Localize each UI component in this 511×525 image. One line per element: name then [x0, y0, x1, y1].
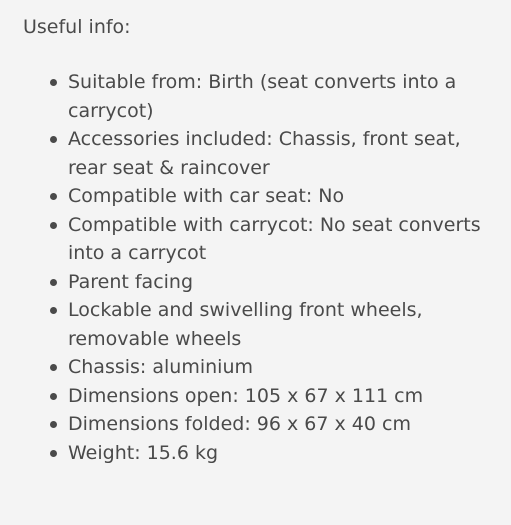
bullet-icon [50, 222, 57, 229]
bullet-icon [50, 193, 57, 200]
bullet-icon [50, 450, 57, 457]
list-item-text: Lockable and swivelling front wheels, removable wheels [68, 299, 423, 350]
bullet-icon [50, 279, 57, 286]
bullet-icon [50, 421, 57, 428]
bullet-icon [50, 393, 57, 400]
info-list [23, 68, 489, 467]
bullet-icon [50, 307, 57, 314]
list-item [68, 382, 489, 411]
list-item-text: Dimensions folded: 96 x 67 x 40 cm [68, 413, 411, 435]
list-item [68, 353, 489, 382]
list-item [68, 410, 489, 439]
section-heading: Useful info: [23, 16, 131, 38]
list-item-text: Dimensions open: 105 x 67 x 111 cm [68, 384, 424, 407]
bullet-icon [50, 136, 57, 143]
list-item-text: Accessories included: Chassis, front seat, rear seat & raincover [68, 128, 461, 179]
list-item-text: Chassis: aluminium [68, 356, 253, 378]
list-item [68, 182, 489, 211]
list-item [68, 68, 489, 125]
list-item [68, 439, 489, 468]
list-item [68, 125, 489, 182]
list-item-text: Compatible with car seat: No [68, 185, 345, 207]
list-item-text: Suitable from: Birth (seat converts into a carrycot) [68, 71, 457, 122]
list-item [68, 211, 489, 268]
bullet-icon [50, 364, 57, 371]
list-item-text: Parent facing [68, 270, 194, 293]
list-item [68, 268, 489, 297]
list-item-text: Weight: 15.6 kg [68, 441, 219, 464]
bullet-icon [50, 79, 57, 86]
list-item-text: Compatible with carrycot: No seat converts into a carrycot [68, 213, 481, 264]
list-item [68, 296, 489, 353]
